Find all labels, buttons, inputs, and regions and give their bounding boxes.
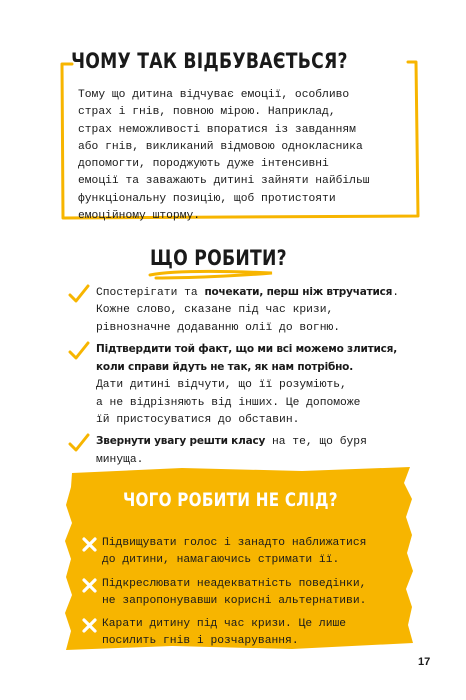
dont-item-line: Карати дитину під час кризи. Це лише — [102, 618, 347, 631]
dont-item-line: Підкреслювати неадекватність поведінки, — [102, 577, 367, 590]
dont-list-item — [82, 616, 412, 651]
do-list-item — [68, 433, 408, 469]
dont-section-title: ЧОГО РОБИТИ НЕ СЛІД? — [123, 489, 338, 511]
do-item-line — [96, 302, 408, 319]
do-item-line — [96, 341, 408, 359]
why-text-line: емоції та заважають дитині зайняти найбільш — [78, 175, 370, 188]
dont-item-line: посилить гнів і розчарування. — [102, 635, 299, 648]
why-text-line: страх і гнів, повною мірою. Наприклад, — [78, 106, 336, 119]
cross-icon — [82, 578, 97, 593]
do-item-text: на те, що буря — [265, 436, 367, 449]
do-list — [68, 284, 408, 473]
do-item-text: а не відрізняють від інших. Це допоможе — [96, 396, 361, 409]
do-item-text: Кожне слово, сказане під час кризи, — [96, 304, 334, 317]
do-list-item — [68, 341, 408, 429]
do-list-item — [68, 284, 408, 337]
why-text-line: функціональну позицію, щоб протистояти — [78, 192, 336, 205]
check-icon — [68, 341, 90, 361]
check-icon — [68, 284, 90, 304]
do-item-text: . — [392, 287, 399, 299]
title-underline-swash — [146, 268, 276, 280]
why-text-line: або гнів, викликаний відмовою однокласника — [78, 140, 363, 153]
do-item-text: Дати дитині відчути, що її розуміють, — [96, 379, 347, 392]
do-item-line — [96, 433, 408, 451]
dont-item-line: Підвищувати голос і занадто наближатися — [102, 537, 367, 549]
do-item-emphasis: Підтвердити той факт, що ми всі можемо злитися, — [96, 342, 398, 355]
do-item-line — [96, 359, 408, 377]
do-item-text: минуща. — [96, 453, 144, 466]
why-section-text — [78, 87, 404, 225]
why-text-line: страх неможливості впоратися із завданням — [78, 123, 356, 136]
dont-list-item — [82, 576, 412, 611]
dont-list-item — [82, 535, 412, 570]
cross-icon — [82, 618, 97, 633]
check-icon — [68, 433, 90, 453]
do-section-title: ЩО РОБИТИ? — [150, 246, 287, 270]
why-text-line: емоційному шторму. — [78, 210, 201, 223]
do-item-emphasis: Звернути увагу решти класу — [96, 435, 266, 448]
why-text-line: допомогти, породжують дуже інтенсивні — [78, 158, 329, 171]
do-item-text: Спостерігати та — [96, 287, 205, 299]
page-number: 17 — [418, 656, 431, 668]
do-item-line — [96, 284, 408, 302]
why-text-line: Тому що дитина відчуває емоції, особливо — [78, 89, 350, 101]
dont-item-line: до дитини, намагаючись стримати її. — [102, 554, 340, 567]
dont-item-line: не запропонувавши корисні альтернативи. — [102, 594, 367, 607]
do-item-text: їй пристосуватися до обставин. — [96, 414, 300, 427]
do-item-line — [96, 412, 408, 429]
why-section-title: ЧОМУ ТАК ВІДБУВАЄТЬСЯ? — [71, 49, 348, 73]
do-item-text: рівнозначне додаванню олії до вогню. — [96, 321, 341, 334]
do-item-line — [96, 320, 408, 337]
dont-list — [82, 535, 412, 657]
do-item-emphasis: коли справи йдуть не так, як нам потрібно. — [96, 361, 353, 374]
do-item-emphasis: почекати, перш ніж втручатися — [204, 286, 393, 298]
do-item-line — [96, 395, 408, 412]
do-item-line — [96, 377, 408, 394]
cross-icon — [82, 537, 97, 552]
